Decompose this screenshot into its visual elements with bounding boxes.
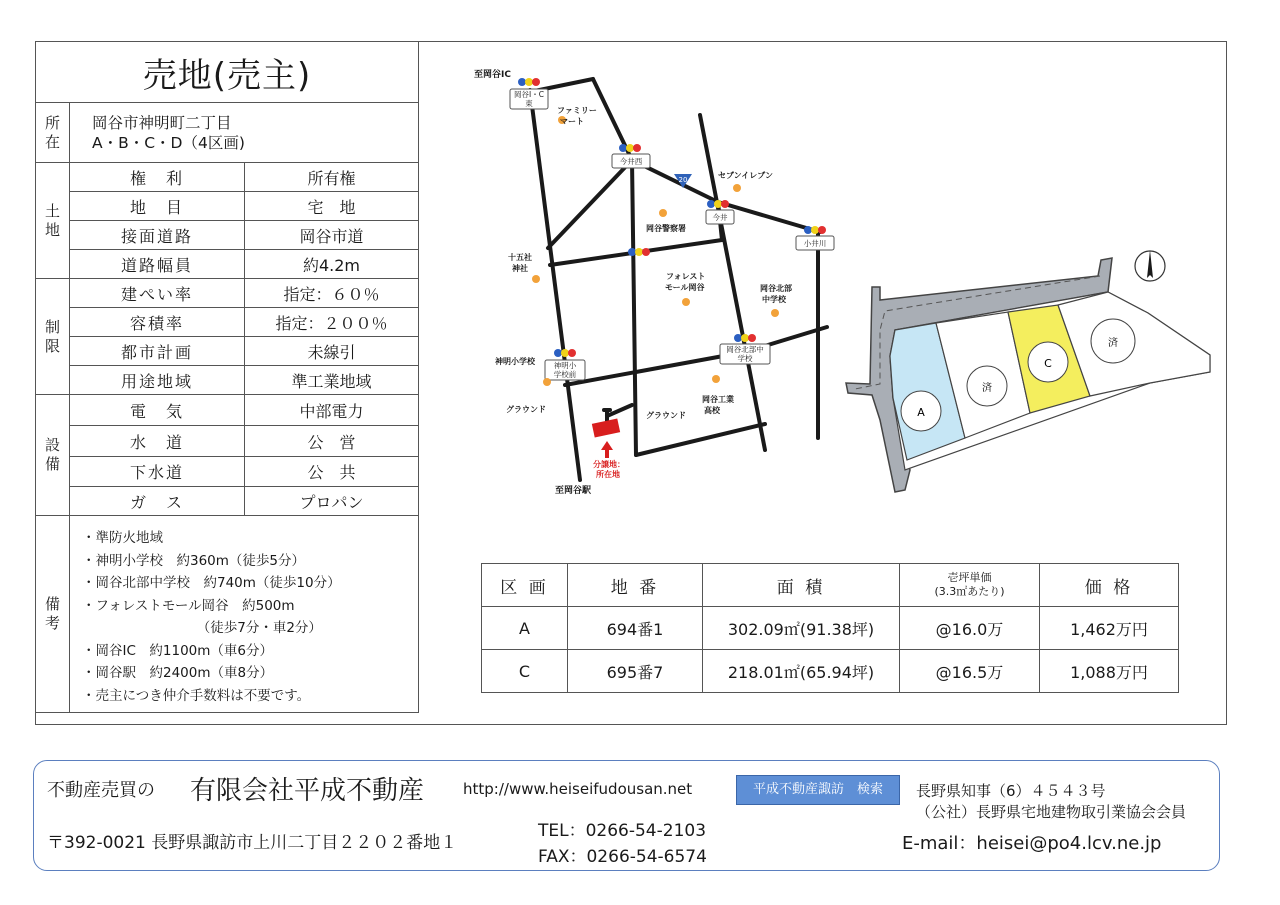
remark-item: ・岡谷IC 約1100m（車6分） [82, 642, 274, 659]
signal-label: 今井 [712, 213, 728, 222]
location-group-label: 所 在 [36, 103, 70, 163]
remarks-group-label: 備 考 [36, 516, 70, 713]
price-header: 地 番 [568, 564, 703, 607]
remark-item: ・岡谷駅 約2400m（車8分） [82, 665, 274, 681]
lot-number-cell: 695番7 [568, 650, 703, 693]
land-key: 道路幅員 [70, 250, 245, 279]
map-label: フォレスト [666, 272, 706, 281]
restriction-key: 都市計画 [70, 337, 245, 366]
unit-price-cell: @16.5万 [900, 650, 1040, 693]
traffic-signal-icon [619, 144, 641, 152]
remarks-list [70, 516, 419, 713]
land-value: 宅 地 [245, 192, 419, 221]
plot-plan [846, 250, 1210, 492]
signal-label: 岡谷I・C [514, 90, 544, 99]
landmark-dot [733, 184, 741, 192]
landmark-dot [682, 298, 690, 306]
association-membership: （公社）長野県宅地建物取引業協会会員 [916, 803, 1187, 821]
map-label: ファミリー [557, 106, 597, 115]
remark-item: ・フォレストモール岡谷 約500m [82, 597, 295, 614]
company-name: 有限会社平成不動産 [190, 776, 425, 806]
facility-value: 公 営 [245, 426, 419, 457]
lot-label: A [917, 406, 925, 419]
facility-value: 中部電力 [245, 395, 419, 426]
restriction-key: 容積率 [70, 308, 245, 337]
map-label: マート [560, 117, 584, 126]
north-arrow-icon [1135, 250, 1165, 281]
map-label: グラウンド [506, 405, 546, 414]
restriction-value: 準工業地域 [245, 366, 419, 395]
facility-value: プロパン [245, 487, 419, 516]
land-key: 地 目 [70, 192, 245, 221]
lot-cell: C [482, 650, 568, 693]
sheet-title: 売地(売主) [36, 42, 419, 103]
map-label: 至岡谷IC [474, 70, 511, 80]
landmark-dot [659, 209, 667, 217]
company-address: 〒392-0021 長野県諏訪市上川二丁目２２０２番地１ [47, 833, 458, 853]
restriction-key: 建ぺい率 [70, 279, 245, 308]
facility-key: ガ ス [70, 487, 245, 516]
price-header: 区 画 [482, 564, 568, 607]
phone-number: TEL：0266-54-2103 [538, 821, 707, 841]
svg-text:20: 20 [678, 176, 688, 184]
land-value: 所有権 [245, 163, 419, 192]
traffic-signal-icon [804, 226, 826, 234]
map-label: グラウンド [646, 411, 686, 420]
traffic-signal-icon [628, 248, 650, 256]
landmark-dot [771, 309, 779, 317]
landmark-dot [543, 378, 551, 386]
remark-item: （徒歩7分・車2分） [82, 620, 322, 636]
signal-label: 今井西 [619, 157, 643, 166]
landmark-dot [532, 275, 540, 283]
area-cell: 302.09㎡(91.38坪) [703, 607, 900, 650]
signal-label: 小井川 [803, 239, 827, 248]
map-label: 中学校 [762, 295, 786, 304]
traffic-signal-icon [707, 200, 729, 208]
facility-key: 下水道 [70, 457, 245, 487]
price-table [481, 563, 1179, 693]
land-value: 約4.2m [245, 250, 419, 279]
restriction-value: 指定：６０％ [245, 279, 419, 308]
map-label: 岡谷警察署 [646, 224, 686, 233]
lot-number-cell: 694番1 [568, 607, 703, 650]
remark-item: ・売主につき仲介手数料は不要です。 [82, 687, 311, 704]
signal-label: 神明小 [553, 361, 577, 370]
area-cell: 218.01㎡(65.94坪) [703, 650, 900, 693]
signal-label: 東 [525, 99, 533, 108]
signal-label: 学校前 [553, 370, 577, 379]
price-header: 価 格 [1040, 564, 1179, 607]
property-spec-table [35, 41, 419, 713]
lot-cell: A [482, 607, 568, 650]
restriction-value: 未線引 [245, 337, 419, 366]
site-marker [592, 418, 625, 479]
facility-key: 水 道 [70, 426, 245, 457]
facility-value: 公 共 [245, 457, 419, 487]
svg-text:所在地: 所在地 [596, 470, 620, 479]
map-label: 十五社 [508, 253, 532, 262]
map-label: 岡谷工業 [702, 395, 734, 404]
remark-item: ・準防火地域 [82, 530, 163, 546]
restriction-group-label: 制 限 [36, 279, 70, 395]
land-value: 岡谷市道 [245, 221, 419, 250]
lot-label: C [1044, 357, 1052, 370]
traffic-signal-icon [734, 334, 756, 342]
website-link[interactable]: http://www.heiseifudousan.net [463, 780, 693, 798]
location-address: 岡谷市神明町二丁目 A・B・C・D（4区画) [70, 103, 419, 163]
map-label: 岡谷北部 [760, 284, 792, 293]
map-label: セブンイレブン [718, 171, 773, 180]
arrow-up-icon [601, 441, 613, 458]
search-button[interactable]: 平成不動産諏訪 検索 [736, 775, 900, 805]
map-label: 神明小学校 [495, 357, 535, 366]
table-row [482, 607, 1179, 650]
traffic-signal-icon [518, 78, 540, 86]
traffic-signal-icon [554, 349, 576, 357]
facility-key: 電 気 [70, 395, 245, 426]
facility-group-label: 設 備 [36, 395, 70, 516]
price-cell: 1,462万円 [1040, 607, 1179, 650]
map-label: 高校 [704, 406, 720, 415]
restriction-value: 指定：２００％ [245, 308, 419, 337]
remark-item: ・岡谷北部中学校 約740m（徒歩10分） [82, 575, 341, 591]
land-group-label: 土 地 [36, 163, 70, 279]
land-key: 権 利 [70, 163, 245, 192]
signal-label: 学校 [737, 354, 753, 363]
price-header: 面 積 [703, 564, 900, 607]
table-row [482, 650, 1179, 693]
map-label: 至岡谷駅 [555, 486, 592, 496]
svg-text:分譲地：: 分譲地： [593, 460, 625, 469]
price-cell: 1,088万円 [1040, 650, 1179, 693]
lot-label: 済 [1108, 338, 1118, 349]
map-label: モール岡谷 [665, 283, 705, 292]
remark-item: ・神明小学校 約360m（徒歩5分） [82, 552, 306, 569]
email-address[interactable]: E-mail：heisei@po4.lcv.ne.jp [902, 833, 1162, 854]
map-label: 神社 [512, 264, 528, 273]
area-map [440, 60, 1220, 500]
restriction-key: 用途地域 [70, 366, 245, 395]
price-header: 壱坪単価 (3.3㎡あたり) [900, 564, 1040, 607]
license-number: 長野県知事（6）４５４３号 [916, 782, 1106, 800]
signal-label: 岡谷北部中 [726, 345, 764, 354]
lot-label: 済 [982, 383, 992, 394]
landmark-dot [712, 375, 720, 383]
land-key: 接面道路 [70, 221, 245, 250]
fax-number: FAX：0266-54-6574 [538, 847, 707, 867]
footer-tagline: 不動産売買の [47, 780, 155, 801]
unit-price-cell: @16.0万 [900, 607, 1040, 650]
